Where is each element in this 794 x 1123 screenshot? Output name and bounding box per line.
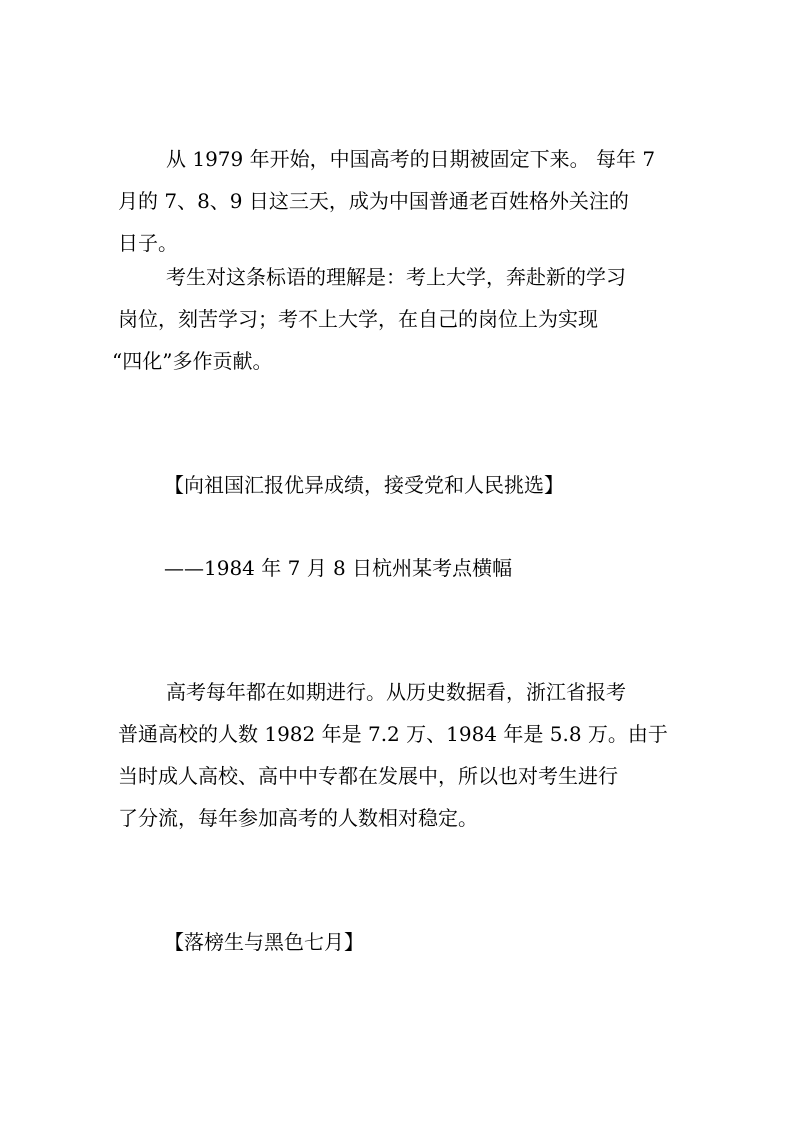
paragraph-line: 日子。 bbox=[118, 231, 178, 255]
paragraph-line: 从 1979 年开始，中国高考的日期被固定下来。 每年 7 bbox=[166, 147, 656, 171]
paragraph-applicant-numbers bbox=[118, 671, 678, 839]
section-heading-banner: 【向祖国汇报优异成绩，接受党和人民挑选】 bbox=[164, 473, 564, 497]
paragraph-line: “四化”多作贡献。 bbox=[112, 349, 273, 373]
banner-attribution: ——1984 年 7 月 8 日杭州某考点横幅 bbox=[164, 556, 513, 580]
paragraph-line: 月的 7、8、9 日这三天，成为中国普通老百姓格外关注的 bbox=[118, 189, 629, 213]
paragraph-line: 了分流，每年参加高考的人数相对稳定。 bbox=[118, 806, 478, 830]
paragraph-gaokao-date bbox=[118, 138, 678, 264]
paragraph-slogan-understanding bbox=[112, 256, 678, 382]
paragraph-line: 考生对这条标语的理解是：考上大学，奔赴新的学习 bbox=[166, 265, 626, 289]
paragraph-line: 当时成人高校、高中中专都在发展中，所以也对考生进行 bbox=[118, 764, 618, 788]
paragraph-line: 岗位，刻苦学习；考不上大学，在自己的岗位上为实现 bbox=[118, 307, 598, 331]
section-heading-black-july: 【落榜生与黑色七月】 bbox=[164, 930, 364, 954]
paragraph-line: 高考每年都在如期进行。从历史数据看，浙江省报考 bbox=[166, 680, 626, 704]
paragraph-line: 普通高校的人数 1982 年是 7.2 万、1984 年是 5.8 万。由于 bbox=[118, 722, 668, 746]
